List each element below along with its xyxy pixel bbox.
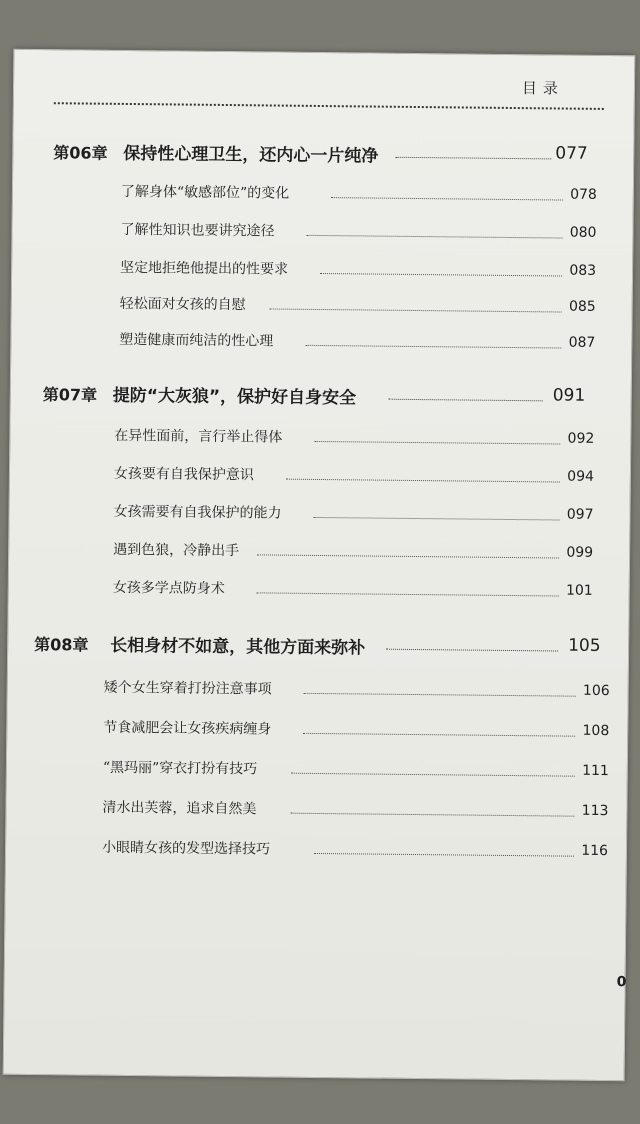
chapter-heading (13, 132, 633, 172)
toc-item-label: 遇到色狼，冷静出手 (113, 541, 240, 560)
toc-item (119, 329, 595, 358)
toc-item-dots (320, 273, 562, 277)
page-header (54, 64, 604, 110)
toc-item-label: 女孩要有自我保护意识 (113, 465, 255, 484)
toc-item-page: 106 (582, 682, 610, 700)
toc-item-dots (290, 813, 574, 817)
toc-item-label: 女孩多学点防身术 (112, 579, 225, 598)
toc-item-dots (291, 773, 575, 777)
toc-item-dots (257, 554, 559, 558)
toc-item-page: 101 (565, 582, 593, 599)
toc-item-label: 轻松面对女孩的自慰 (119, 295, 246, 314)
chapter-title: 提防“大灰狼”，保护好自身安全 (112, 385, 357, 409)
book-page (3, 49, 636, 1081)
toc-item-dots (257, 592, 559, 596)
toc-item (114, 463, 594, 492)
chapter-title: 长相身材不如意，其他方面来弥补 (110, 635, 366, 659)
toc-item (102, 797, 608, 826)
toc-item-page: 087 (568, 334, 596, 351)
chapter-number: 第07章 (42, 385, 98, 405)
toc-item-label: 了解性知识也要讲究途径 (120, 221, 275, 240)
toc-item-dots (305, 345, 561, 349)
toc-item-label: “黑玛丽”穿衣打扮有技巧 (102, 759, 258, 778)
toc-item (121, 181, 597, 210)
toc-item-page: 083 (569, 262, 597, 279)
toc-item-page: 094 (567, 468, 595, 485)
chapter-page: 105 (568, 635, 601, 656)
toc-item-label: 塑造健康而纯洁的性心理 (119, 331, 274, 350)
toc-item-page: 099 (566, 544, 594, 561)
toc-item (103, 757, 609, 786)
chapter-leader-dots (389, 399, 543, 402)
page-number: 0 (616, 974, 627, 991)
chapter-title: 保持性心理卫生，还内心一片纯净 (123, 143, 379, 167)
toc-item-label: 坚定地拒绝他提出的性要求 (120, 259, 289, 278)
chapter-number: 第08章 (34, 635, 89, 655)
chapter-page: 091 (552, 385, 586, 406)
toc-item-page: 097 (566, 506, 594, 523)
toc-item-page: 078 (570, 186, 597, 203)
chapter-06 (13, 132, 633, 351)
toc-item-dots (270, 308, 562, 312)
toc-item-label: 了解身体“敏感部位”的变化 (120, 183, 290, 202)
toc-item-dots (306, 235, 562, 239)
toc-item-page: 113 (581, 802, 609, 820)
toc-item-dots (304, 693, 576, 697)
toc-item (113, 539, 593, 568)
toc-item (113, 501, 593, 530)
toc-item-dots (313, 517, 559, 521)
toc-item-label: 清水出芙蓉，追求自然美 (102, 799, 257, 818)
chapter-leader-dots (386, 649, 558, 652)
toc-item-page: 111 (582, 762, 609, 780)
toc-item-dots (286, 479, 560, 483)
toc-item (120, 219, 596, 248)
chapter-07 (11, 374, 631, 599)
chapter-heading (8, 624, 628, 664)
chapter-number: 第06章 (53, 143, 108, 163)
header-dotted-rule (54, 102, 604, 110)
toc-item-label: 女孩需要有自我保护的能力 (113, 503, 282, 522)
toc-item (113, 577, 593, 606)
toc-item-dots (314, 853, 574, 857)
toc-item-label: 矮个女生穿着打扮注意事项 (103, 679, 272, 698)
toc-item-dots (314, 441, 560, 445)
toc-item-label: 小眼睛女孩的发型选择技巧 (101, 839, 271, 858)
toc-item-page: 116 (581, 842, 609, 860)
toc-item-page: 080 (569, 224, 597, 241)
toc-item-label: 在异性面前，言行举止得体 (114, 427, 283, 446)
chapter-heading (11, 374, 631, 414)
toc-item-dots (331, 197, 563, 200)
toc-item-page: 092 (567, 430, 595, 447)
chapter-page: 077 (555, 143, 588, 164)
toc-item-page: 108 (582, 722, 610, 740)
toc-item (120, 257, 596, 286)
toc-item (114, 425, 594, 454)
chapter-08 (8, 624, 628, 860)
toc-item (120, 293, 596, 322)
toc-item (102, 837, 608, 866)
toc-item (104, 677, 610, 706)
toc-item (103, 717, 609, 746)
page-title: 目录 (521, 79, 565, 98)
chapter-leader-dots (395, 157, 551, 160)
toc-item-page: 085 (568, 298, 596, 315)
toc-item-dots (303, 733, 575, 737)
toc-item-label: 节食减肥会让女孩疾病缠身 (103, 719, 272, 738)
